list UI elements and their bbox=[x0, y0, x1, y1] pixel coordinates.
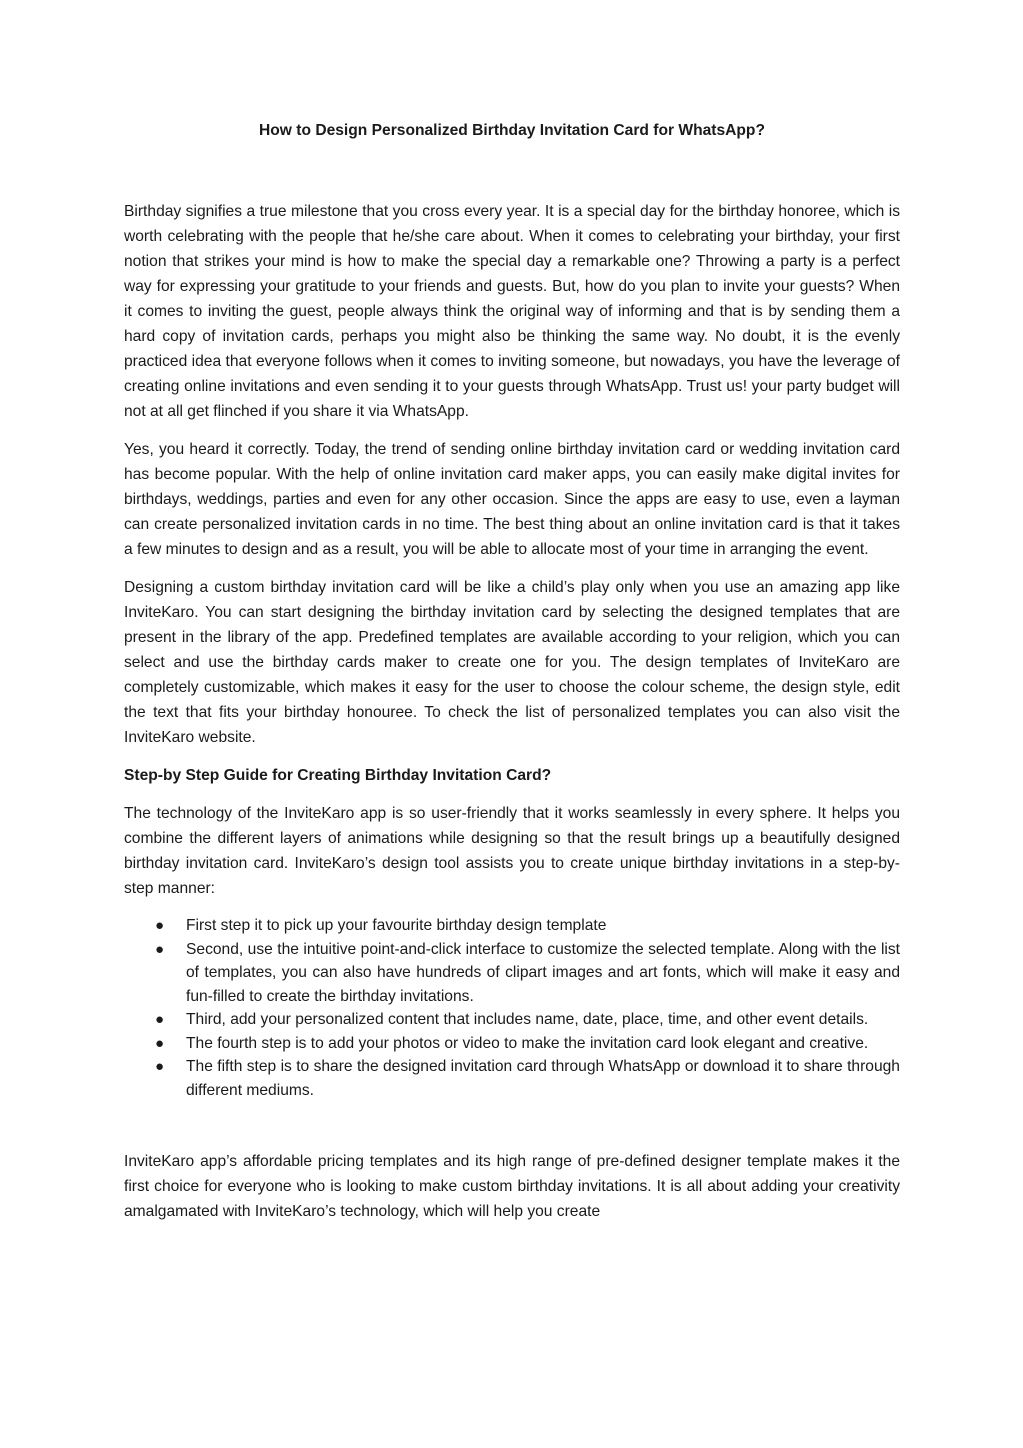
bullet-icon: ● bbox=[155, 917, 165, 934]
list-item bbox=[124, 1055, 900, 1102]
paragraph-intro: Birthday signifies a true milestone that you cross every year. It is a special day for the birthday honoree, which is worth celebrating with the people that he/she care about. When it comes to celebrating your birthday, your first notion that strikes your mind is how to make the special day a remarkable one? Throwing a party is a perfect way for expressing your gratitude to your friends and guests. But, how do you plan to invite your guests? When it comes to inviting the guest, people always think the original way of informing and that is by sending them a hard copy of invitation cards, perhaps you might also be thinking the same way. No doubt, it is the evenly practiced idea that everyone follows when it comes to inviting someone, but nowadays, you have the leverage of creating online invitations and even sending it to your guests through WhatsApp. Trust us! your party budget will not at all get flinched if you share it via WhatsApp. bbox=[124, 203, 900, 420]
paragraph-steps-intro: The technology of the InviteKaro app is so user-friendly that it works seamlessly in every sphere. It helps you combine the different layers of animations while designing so that the result brings up a beautifully designed birthday invitation card. InviteKaro’s design tool assists you to create unique birthday invitations in a step-by-step manner: bbox=[124, 805, 900, 897]
paragraph-closing: InviteKaro app’s affordable pricing templates and its high range of pre-defined designer template makes it the first choice for everyone who is looking to make custom birthday invitations. It is all about adding your creativity amalgamated with InviteKaro’s technology, which will help you create bbox=[124, 1153, 900, 1220]
list-item bbox=[124, 938, 900, 1009]
document-page bbox=[124, 118, 900, 1224]
paragraph-trend: Yes, you heard it correctly. Today, the trend of sending online birthday invitation card or wedding invitation card has become popular. With the help of online invitation card maker apps, you can easily make digital invites for birthdays, weddings, parties and even for any other occasion. Since the apps are easy to use, even a layman can create personalized invitation cards in no time. The best thing about an online invitation card is that it takes a few minutes to design and as a result, you will be able to allocate most of your time in arranging the event. bbox=[124, 441, 900, 558]
step-text: Second, use the intuitive point-and-click interface to customize the selected template. Along with the list of templates, you can also have hundreds of clipart images and art fonts, which will make it easy and fun-filled to create the birthday invitations. bbox=[186, 940, 900, 1005]
step-text: The fourth step is to add your photos or video to make the invitation card look elegant and creative. bbox=[186, 1034, 869, 1052]
bullet-icon: ● bbox=[155, 1011, 165, 1028]
bullet-icon: ● bbox=[155, 1034, 165, 1052]
paragraph-designing: Designing a custom birthday invitation card will be like a child’s play only when you use an amazing app like InviteKaro. You can start designing the birthday invitation card by selecting the designed templates that are present in the library of the app. Predefined templates are available according to your religion, which you can select and use the birthday cards maker to create one for you. The design templates of InviteKaro are completely customizable, which makes it easy for the user to choose the colour scheme, the design style, edit the text that fits your birthday honouree. To check the list of personalized templates you can also visit the InviteKaro website. bbox=[124, 579, 900, 746]
step-text: The fifth step is to share the designed invitation card through WhatsApp or download it to share through different mediums. bbox=[186, 1058, 900, 1099]
list-item bbox=[124, 1008, 900, 1032]
list-item bbox=[124, 914, 900, 938]
list-item bbox=[124, 1032, 900, 1056]
bullet-icon: ● bbox=[155, 940, 165, 958]
step-text: Third, add your personalized content that includes name, date, place, time, and other event details. bbox=[186, 1011, 869, 1028]
step-text: First step it to pick up your favourite birthday design template bbox=[186, 917, 607, 934]
document-title: How to Design Personalized Birthday Invitation Card for WhatsApp? bbox=[259, 122, 765, 139]
section-heading: Step-by Step Guide for Creating Birthday Invitation Card? bbox=[124, 767, 552, 784]
bullet-icon: ● bbox=[155, 1058, 165, 1075]
steps-list bbox=[124, 914, 900, 1102]
